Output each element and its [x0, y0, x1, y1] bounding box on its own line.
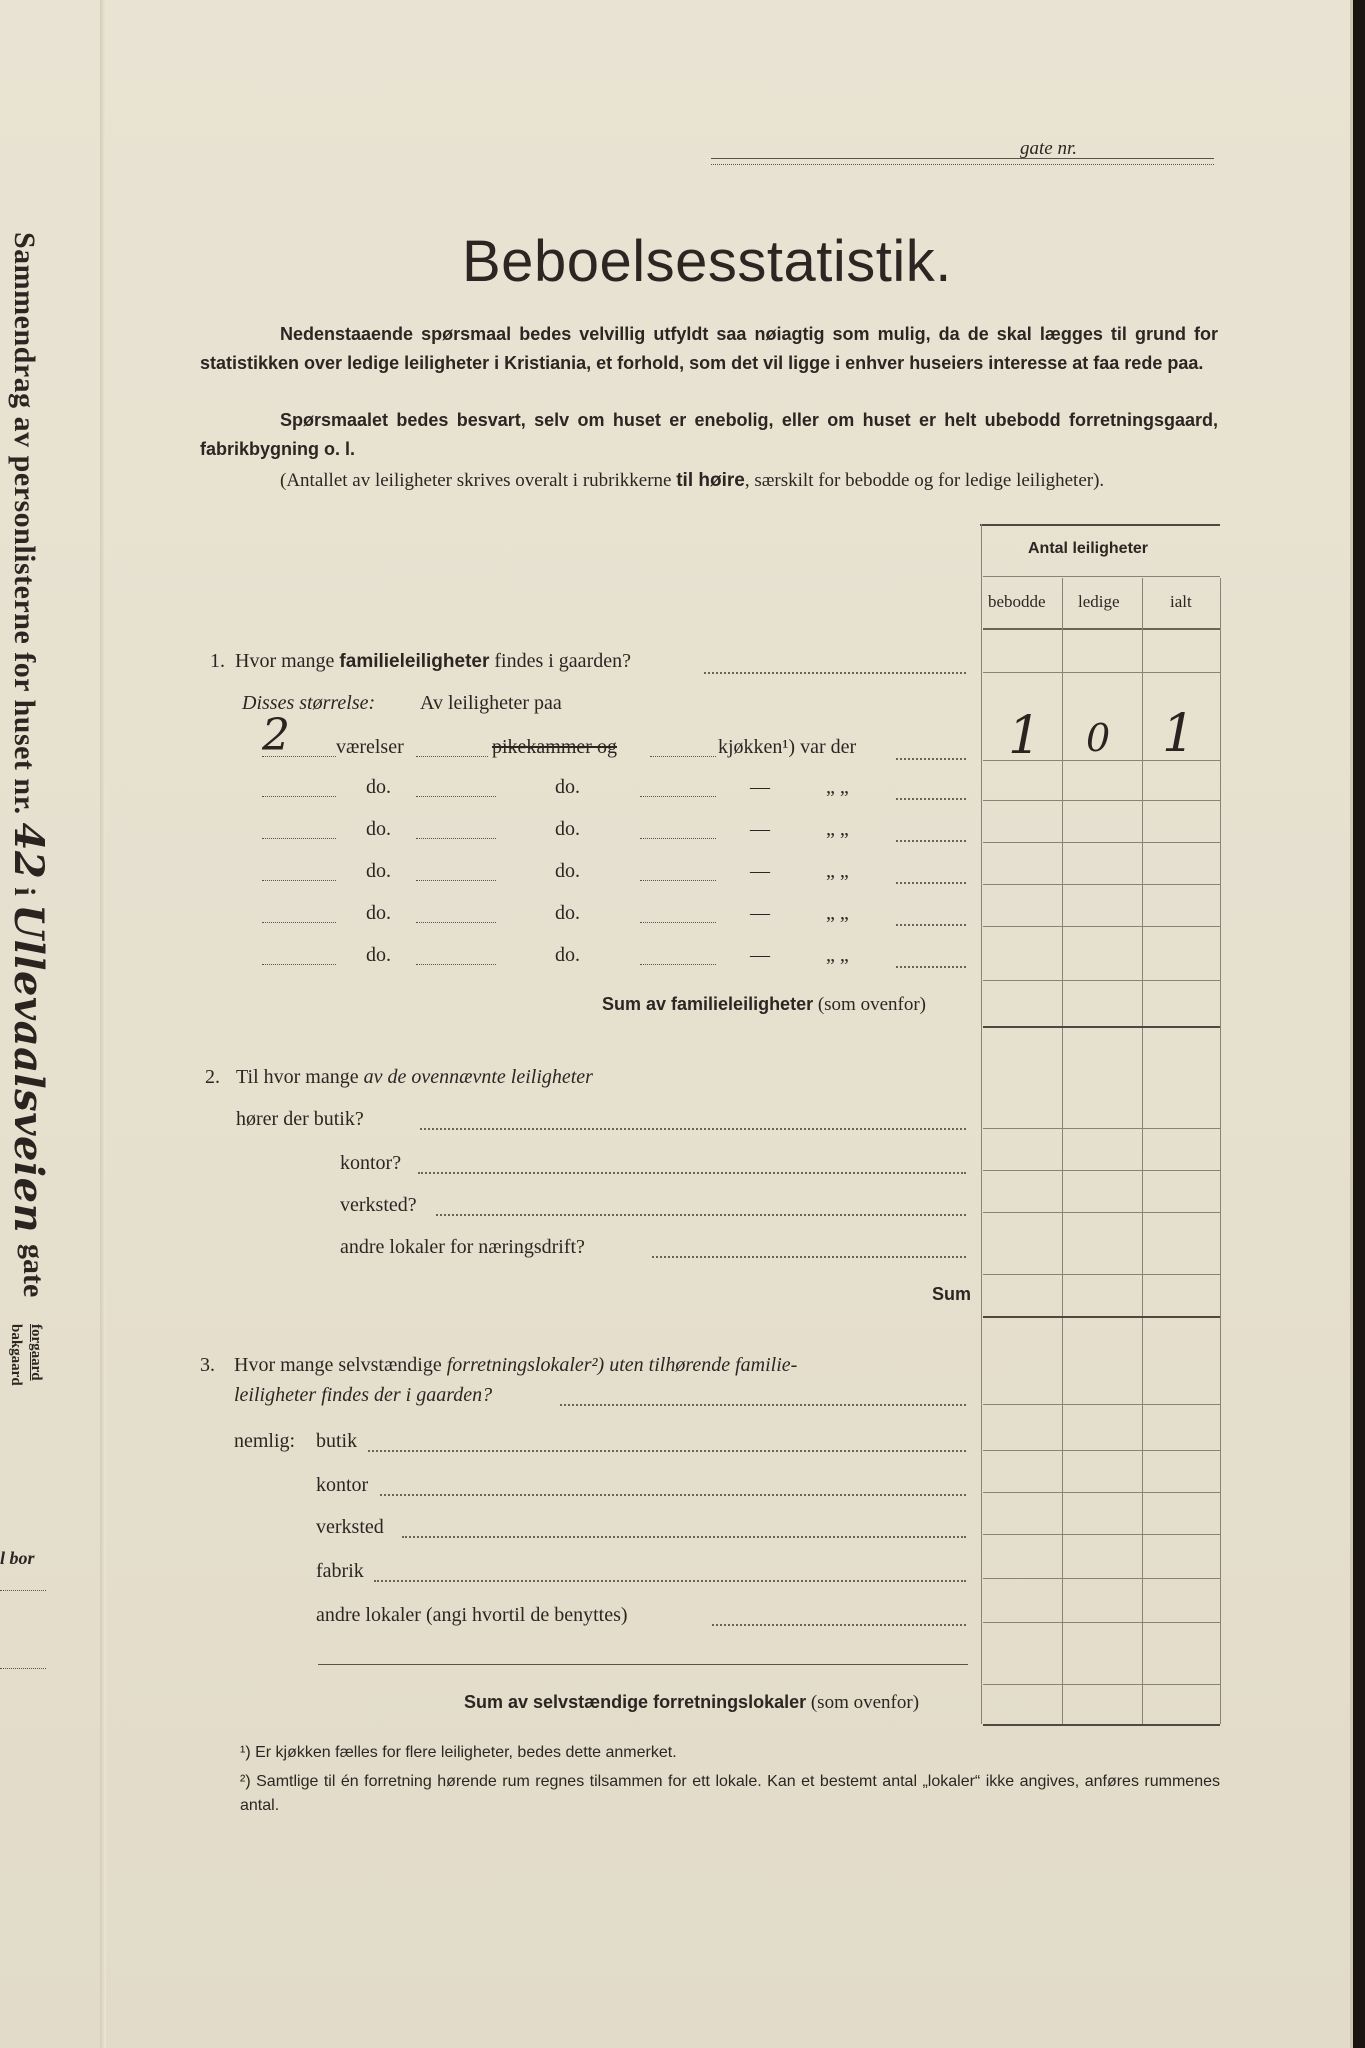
q1-value-ledige: 0 [1086, 716, 1111, 760]
dash: — [750, 944, 770, 966]
q3-sum-tail: (som ovenfor) [810, 1692, 920, 1713]
gate-nr-label: gate nr. [1020, 138, 1077, 159]
do-label: do. [366, 776, 391, 798]
q1-value-ialt: 1 [1162, 704, 1196, 764]
q1-disses: Disses størrelse: [242, 692, 376, 714]
sidebar-summary-label [5, 232, 52, 1233]
q1-number: 1. [210, 650, 225, 672]
q1-row1-vaerelser: værelser [336, 736, 404, 758]
q1-row1-pikekammer: pikekammer og [492, 736, 617, 758]
q2-verksted-leader [436, 1214, 966, 1216]
footnote-2: ²) Samtlige til én forretning hørende rum regnes tilsammen for ett lokale. Kan et bestemt antal „lokaler“ ikke angives, anføres rummenes antal. [240, 1773, 1220, 1814]
q3-text-a: Hvor mange selvstændige [234, 1354, 447, 1376]
row-rule [983, 672, 1220, 673]
col-ialt: ialt [1170, 592, 1192, 611]
ditto-marks: „ „ [826, 818, 849, 840]
table-col-divider-3 [1220, 578, 1221, 1724]
q1-leader [704, 672, 966, 674]
q2-verksted: verksted? [340, 1194, 417, 1216]
q3-question-line2: leiligheter findes der i gaarden? [234, 1384, 493, 1406]
q2-andre: andre lokaler for næringsdrift? [340, 1236, 585, 1258]
q3-butik: butik [316, 1430, 358, 1452]
sidebar-i: i [8, 887, 41, 897]
q2-kontor-leader [418, 1172, 966, 1174]
blank-line [262, 796, 336, 797]
blank-line [416, 838, 496, 839]
blank-line [640, 838, 716, 839]
row-rule [983, 1492, 1220, 1493]
blank-line [640, 880, 716, 881]
intro-paragraph-3 [200, 466, 1218, 495]
intro-p3-a: (Antallet av leiligheter skrives overalt i rubrikkerne [280, 470, 677, 491]
q3-andre-write-line [318, 1664, 968, 1665]
q1-value-bebodde: 1 [1008, 706, 1042, 766]
q3-verksted-leader [402, 1536, 966, 1538]
do-label: do. [555, 818, 580, 840]
do-label: do. [555, 776, 580, 798]
table-header-rule [983, 576, 1220, 577]
row-rule [983, 1274, 1220, 1275]
sidebar-bakgaard: bakgaard [8, 1324, 24, 1386]
sidebar-summary-text: Sammendrag av personlisterne for huset nr. [8, 232, 41, 815]
col-ledige: ledige [1078, 592, 1120, 611]
q3-text-italic: forretningslokaler²) uten tilhørende familie- [446, 1354, 798, 1376]
q1-question [235, 650, 631, 673]
q3-number: 3. [200, 1354, 215, 1376]
intro-paragraph-1: Nedenstaaende spørsmaal bedes velvillig utfyldt saa nøiagtig som mulig, da de skal lægges til grund for statistikken over ledige leiligheter i Kristiania, et forhold, som det vil ligge i enhver huseiers interesse at faa rede paa. [200, 324, 1218, 373]
q2-question [236, 1066, 593, 1089]
q3-andre: andre lokaler (angi hvortil de benyttes) [316, 1604, 628, 1626]
do-label: do. [366, 944, 391, 966]
q2-butik-leader [420, 1128, 966, 1130]
blank-line [416, 964, 496, 965]
row-rule [983, 926, 1220, 927]
gate-nr-line-dotted [711, 164, 1214, 165]
sidebar-forgaard: forgaard [28, 1324, 44, 1381]
row-rule [983, 1578, 1220, 1579]
blank-line [262, 880, 336, 881]
sidebar-rule-1 [0, 1590, 46, 1591]
table-bottom-rule [983, 1724, 1220, 1726]
q2-kontor: kontor? [340, 1152, 402, 1174]
ditto-marks: „ „ [826, 902, 849, 924]
q1-text-c: findes i gaarden? [489, 650, 631, 672]
row-rule [983, 1170, 1220, 1171]
blank-line [416, 880, 496, 881]
q1-row1-leader [896, 758, 966, 760]
sidebar-rule-2 [0, 1668, 46, 1669]
do-label: do. [366, 818, 391, 840]
table-title: Antal leiligheter [1028, 540, 1149, 557]
q3-kontor-leader [380, 1494, 966, 1496]
q3-verksted: verksted [316, 1516, 384, 1538]
q2-sum-label: Sum [932, 1284, 972, 1304]
q3-fabrik-leader [374, 1580, 966, 1582]
leader [896, 924, 966, 926]
sidebar-house-number: 42 [5, 822, 52, 880]
table-col-divider-2 [1142, 578, 1143, 1724]
table-header-bottom-rule [983, 628, 1220, 630]
sidebar-gate-label: gate [17, 1244, 50, 1298]
q1-text-a: Hvor mange [235, 650, 340, 672]
ditto-marks: „ „ [826, 776, 849, 798]
row-rule [983, 1684, 1220, 1685]
row-rule [983, 1212, 1220, 1213]
do-label: do. [555, 902, 580, 924]
row-rule [983, 800, 1220, 801]
dash: — [750, 818, 770, 840]
q3-kontor: kontor [316, 1474, 369, 1496]
blank-line [416, 922, 496, 923]
dash: — [750, 776, 770, 798]
blank-line [416, 796, 496, 797]
sidebar-bor: l bor [0, 1548, 35, 1568]
q3-nemlig: nemlig: [234, 1430, 296, 1452]
row-rule [983, 842, 1220, 843]
do-label: do. [366, 902, 391, 924]
blank-line [262, 964, 336, 965]
ditto-marks: „ „ [826, 944, 849, 966]
q2-andre-leader [652, 1256, 966, 1258]
q1-row1-rooms-handwritten: 2 [262, 710, 290, 761]
blank-line [640, 796, 716, 797]
q2-text-a: Til hvor mange [236, 1066, 364, 1088]
q1-av: Av leiligheter paa [420, 692, 562, 714]
gate-nr-line [711, 158, 1214, 159]
q1-sum-bold: Sum av familieleiligheter [602, 994, 814, 1014]
q1-row1-kjokken: kjøkken¹) var der [718, 736, 857, 758]
col-bebodde: bebodde [988, 592, 1046, 611]
table-col-divider-1 [1062, 578, 1063, 1724]
row-rule [983, 884, 1220, 885]
footnote-1: ¹) Er kjøkken fælles for flere leiligheter, bedes dette anmerket. [240, 1744, 677, 1761]
dash: — [750, 860, 770, 882]
q2-butik: hører der butik? [236, 1108, 364, 1130]
q1-text-bold: familieleiligheter [339, 651, 490, 672]
row-rule [983, 980, 1220, 981]
do-label: do. [555, 860, 580, 882]
table-top-rule [980, 524, 1220, 526]
do-label: do. [555, 944, 580, 966]
row-rule [983, 1622, 1220, 1623]
blank-line [640, 922, 716, 923]
row-rule [983, 1534, 1220, 1535]
intro-p3-c: , særskilt for bebodde og for ledige leiligheter). [744, 470, 1105, 491]
q1-sum-label [602, 994, 926, 1016]
q3-sum-label [464, 1692, 919, 1714]
blank-line [262, 838, 336, 839]
leader [896, 966, 966, 968]
q3-question-leader [560, 1404, 966, 1406]
leader [896, 882, 966, 884]
q2-number: 2. [205, 1066, 220, 1088]
q3-question-line1 [234, 1354, 797, 1377]
ditto-marks: „ „ [826, 860, 849, 882]
intro-paragraph-2: Spørsmaalet bedes besvart, selv om huset er enebolig, eller om huset er helt ubebodd forretningsgaard, fabrikbygning o. l. [200, 410, 1218, 459]
row-rule [983, 1450, 1220, 1451]
intro-p3-bold: til høire [676, 470, 745, 491]
row-rule [983, 1128, 1220, 1129]
dash: — [750, 902, 770, 924]
table-left-border [981, 524, 982, 1724]
leader [896, 798, 966, 800]
sum-1-rule [983, 1026, 1220, 1028]
blank-line [262, 922, 336, 923]
do-label: do. [366, 860, 391, 882]
q1-row1-line-2 [416, 756, 488, 757]
page-title: Beboelsesstatistik. [462, 229, 952, 294]
q3-andre-leader [712, 1624, 966, 1626]
q3-butik-leader [368, 1450, 966, 1452]
q3-sum-bold: Sum av selvstændige forretningslokaler [464, 1692, 807, 1712]
q1-sum-tail: (som ovenfor) [817, 994, 926, 1015]
blank-line [640, 964, 716, 965]
q2-text-italic: av de ovennævnte leiligheter [363, 1066, 593, 1088]
sidebar-street-name: Ullevaalsveien [5, 904, 52, 1234]
sum-2-rule [983, 1316, 1220, 1318]
q3-fabrik: fabrik [316, 1560, 364, 1582]
row-rule [983, 1404, 1220, 1405]
q1-row1-rooms-line [262, 756, 336, 757]
q1-row1-line-3 [650, 756, 716, 757]
leader [896, 840, 966, 842]
